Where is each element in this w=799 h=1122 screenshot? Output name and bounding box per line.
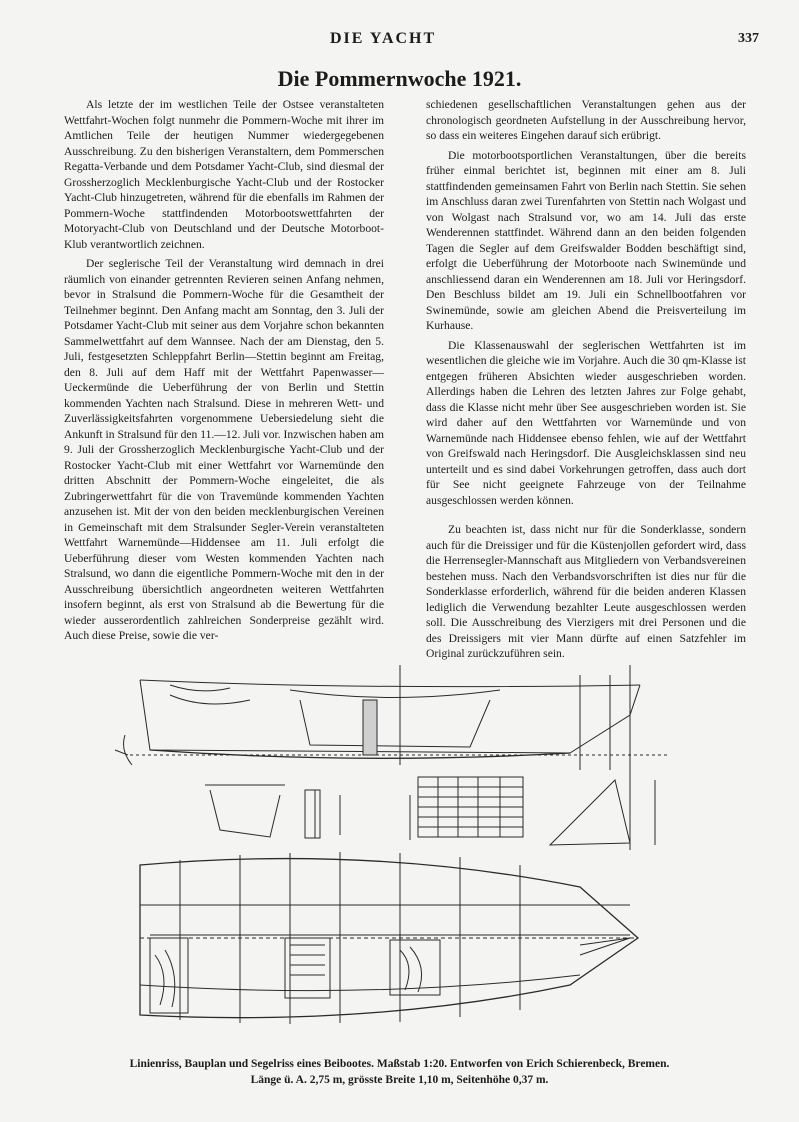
sail-plan	[550, 765, 655, 850]
figure-caption: Linienriss, Bauplan und Segelriss eines Beibootes. Maßstab 1:20. Entworfen von Erich Schierenbeck, Bremen.	[129, 1058, 670, 1070]
section-details	[205, 777, 523, 840]
paragraph: Die motorbootsportlichen Veranstaltungen, über die bereits früher einmal berichtet ist, beginnen mit einer am 8. Juli stattfindenden gemeinsamen Fahrt von Berlin nach Stettin. Sie sehen im Anschluss daran zwei Turenfahrten von Stettin nach Wolgast und von Wolgast nach Stralsund vor, wo am 14. Juli das erste Wenderennen stattfindet. Während dann an den beiden folgenden Tagen die Segler auf dem Greifswalder Bodden beschäftigt sind, erfolgt die Ueberführung der Motorboote nach Swinemünde und anschliessend daran ein Wenderennen am 18. Juli vor Heringsdorf. Den Beschluss bildet am 19. Juli ein Schnellbootfahren vor Swinemünde, sowie am gleichen Abend die Preisverteilung im Kurhause.	[426, 148, 746, 332]
left-column	[64, 97, 384, 644]
paragraph: Die Klassenauswahl der seglerischen Wettfahrten ist im wesentlichen die gleiche wie im Vorjahre. Auch die 30 qm-Klasse ist entgegen früheren Absichten wieder ausgeschrieben worden. Allerdings haben die Lehren des letzten Jahres zur Folge gehabt, dass die Klasse nicht mehr über See ausgeschrieben worden ist. Sie wird daher auf den Wettfahrten vor Warnemünde und von Warnemünde nach Hiddensee ebenso fehlen, wie auf der Wettfahrt von Greifswald nach Heringsdorf. Die Ausgleichsklassen sind neu unterteilt und es sind dabei Vorkehrungen getroffen, dass auch dort für See nicht geeignete Fahrzeuge von der Teilnahme ausgeschlossen werden können.	[426, 338, 746, 507]
article-title: Die Pommernwoche 1921.	[277, 66, 522, 91]
page-number: 337	[738, 31, 759, 46]
boat-plan-drawing	[110, 655, 700, 1047]
paragraph: schiedenen gesellschaftlichen Veranstaltungen gehen aus der chronologisch geordneten Aufstellung in der Ausschreibung hervor, so dass ein weiteres Eingehen darauf sich erübrigt.	[426, 98, 746, 142]
plan-view	[140, 852, 638, 1024]
figure-caption-dimensions: Länge ü. A. 2,75 m, grösste Breite 1,10 m, Seitenhöhe 0,37 m.	[250, 1074, 549, 1086]
paragraph: Der seglerische Teil der Veranstaltung wird demnach in drei räumlich von einander getrennten Revieren seinen Anfang nehmen, bevor in Stralsund die Pommern-Woche für die Gesamtheit der Teilnehmer beginnt. Den Anfang macht am Sonntag, den 3. Juli der Potsdamer Yacht-Club mit seiner aus dem Vorjahre schon bekannten Sammelwettfahrt auf dem Wannsee. Nach der am Dienstag, den 5. Juli, festgesetzten Schleppfahrt Berlin—Stettin beginnt am Freitag, den 8. Juli auf dem Haff mit der Wettfahrt Papenwasser—Ueckermünde die Ueberführung der von Berlin und Stettin kommenden Yachten nach Stralsund. Diese in mehreren Wett- und Zuverlässigkeitsfahrten vorgenommene Uebersiedelung sieht die Ankunft in Stralsund für den 11.—12. Juli vor. Inzwischen haben am 9. Juli der Grossherzoglich Mecklenburgische Yacht-Club und der Rostocker Yacht-Club mit einer Wettfahrt vor Warnemünde den dritten Abschnitt der Pommern-Woche eingeleitet, die als Zubringerwettfahrt für die von Travemünde kommenden Yachten anzusehen ist. Mit der von den beiden mecklenburgischen Vereinen in Gemeinschaft mit dem Stralsunder Segler-Verein veranstalteten Wettfahrt Warnemünde—Hiddensee am 11. Juli erfolgt die Ueberführung dieser vom Westen kommenden Yachten nach Stralsund, wo dann die eigentliche Pommern-Woche mit den in der Ausschreibung übersichtlich angeordneten weiteren Wettfahrten insofern beginnt, als erst von Stralsund ab die Bewertung für die wieder ausserordentlich zahlreichen Sonderpreise gezählt wird. Auch diese Preise, sowie die ver-	[64, 257, 384, 642]
paragraph: Zu beachten ist, dass nicht nur für die Sonderklasse, sondern auch für die Dreissiger und für die Küstenjollen gefordert wird, dass die Herrensegler-Mannschaft aus Mitgliedern von Verbandsvereinen bestehen muss. Nach den Verbandsvorschriften ist dies nur für die Sonderklasse erforderlich, während für die beiden anderen Klassen lediglich die Verwendung bezahlter Leute ausgeschlossen werden soll. Die Ausschreibung des Vierzigers mit drei Personen und die des Dreissigers mit vier Mann dürfte auf einen Satzfehler im Original zurückzuführen sein.	[426, 523, 746, 660]
profile-view	[115, 665, 670, 770]
journal-title: DIE YACHT	[330, 30, 437, 47]
paragraph: Als letzte der im westlichen Teile der Ostsee veranstalteten Wettfahrt-Wochen folgt nunmehr die Pommern-Woche mit ihrer im Amtlichen Teile der heutigen Nummer wiedergegebenen Ausschreibung. Zu den bisherigen Veranstaltern, dem Pommerschen Regatta-Verbande und dem Potsdamer Yacht-Club, sind diesmal der Grossherzoglich Mecklenburgische Yacht-Club und der Rostocker Yacht-Club hinzugetreten, während für die ebenfalls im Rahmen der Pommern-Woche stattfindenden Motorbootswettfahrten der Motoryacht-Club von Deutschland und der Deutsche Motorboot-Klub verantwortlich zeichnen.	[64, 98, 384, 251]
right-column	[426, 97, 746, 662]
